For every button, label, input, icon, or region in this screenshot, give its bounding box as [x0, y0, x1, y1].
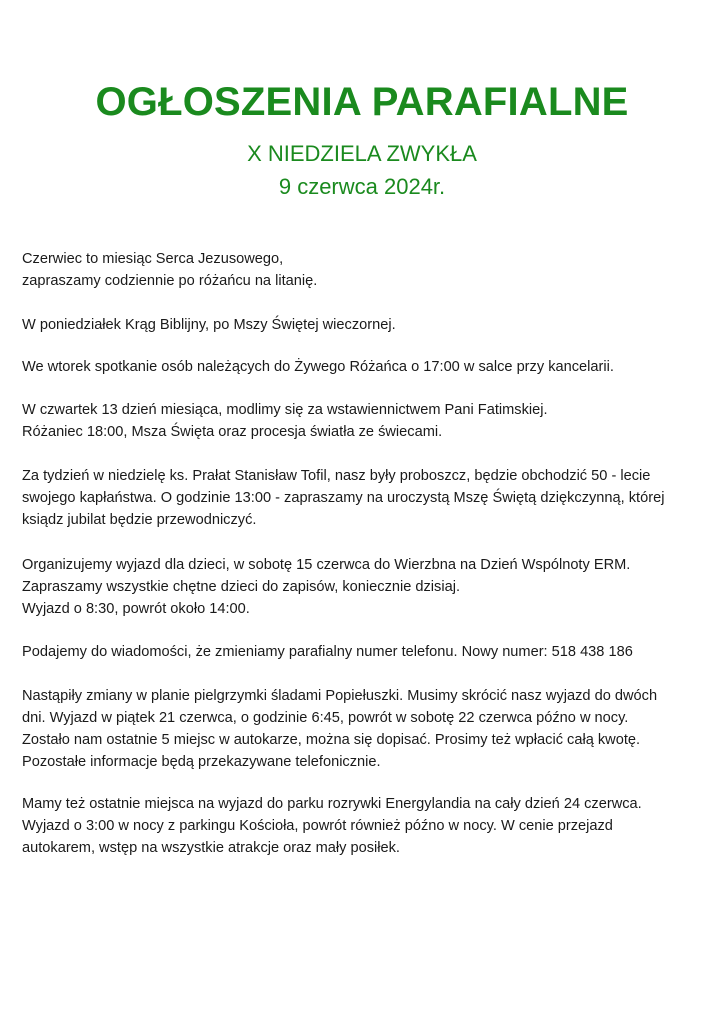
text-line: W poniedziałek Krąg Biblijny, po Mszy Świętej wieczornej.	[22, 317, 396, 333]
text-line: autokarem, wstęp na wszystkie atrakcje oraz mały posiłek.	[22, 840, 400, 856]
text-line: Różaniec 18:00, Msza Święta oraz procesja światła ze świecami.	[22, 424, 443, 440]
announcement-paragraph	[22, 248, 706, 292]
text-line: Wyjazd o 3:00 w nocy z parkingu Kościoła, powrót również późno w nocy. W cenie przejazd	[22, 818, 613, 834]
text-line: Za tydzień w niedzielę ks. Prałat Stanisław Tofil, nasz były proboszcz, będzie obchodzić 50 - lecie	[22, 468, 651, 484]
sunday-name: X NIEDZIELA ZWYKŁA	[247, 141, 477, 166]
text-line: swojego kapłaństwa. O godzinie 13:00 - zapraszamy na uroczystą Mszę Świętą dziękczynną, której	[22, 490, 665, 506]
announcement-paragraph	[22, 793, 706, 859]
text-line: zapraszamy codziennie po różańcu na litanię.	[22, 273, 318, 289]
text-line: Nastąpiły zmiany w planie pielgrzymki śladami Popiełuszki. Musimy skrócić nasz wyjazd do dwóch	[22, 688, 658, 704]
announcement-paragraph	[22, 314, 706, 336]
text-line: W czwartek 13 dzień miesiąca, modlimy się za wstawiennictwem Pani Fatimskiej.	[22, 402, 548, 418]
page-title: OGŁOSZENIA PARAFIALNE	[95, 80, 629, 124]
text-line: Pozostałe informacje będą przekazywane telefonicznie.	[22, 754, 381, 770]
announcement-paragraph	[22, 554, 706, 620]
announcement-paragraph	[22, 465, 706, 531]
text-line: ksiądz jubilat będzie przewodniczyć.	[22, 512, 257, 528]
announcement-paragraph	[22, 356, 706, 378]
announcement-date: 9 czerwca 2024r.	[278, 174, 446, 199]
text-line: We wtorek spotkanie osób należących do Żywego Różańca o 17:00 w salce przy kancelarii.	[22, 359, 614, 375]
announcement-paragraph	[22, 641, 706, 663]
text-line: Organizujemy wyjazd dla dzieci, w sobotę 15 czerwca do Wierzbna na Dzień Wspólnoty ERM.	[22, 557, 631, 573]
text-line: Zostało nam ostatnie 5 miejsc w autokarze, można się dopisać. Prosimy też wpłacić całą kwotę.	[22, 732, 641, 748]
text-line: Podajemy do wiadomości, że zmieniamy parafialny numer telefonu. Nowy numer: 518 438 186	[22, 644, 633, 660]
text-line: Wyjazd o 8:30, powrót około 14:00.	[22, 601, 250, 617]
text-line: Mamy też ostatnie miejsca na wyjazd do parku rozrywki Energylandia na cały dzień 24 czerwca.	[22, 796, 642, 812]
text-line: dni. Wyjazd w piątek 21 czerwca, o godzinie 6:45, powrót w sobotę 22 czerwca późno w nocy.	[22, 710, 629, 726]
announcement-paragraph	[22, 399, 706, 443]
announcement-paragraph	[22, 685, 706, 773]
text-line: Czerwiec to miesiąc Serca Jezusowego,	[22, 251, 284, 267]
text-line: Zapraszamy wszystkie chętne dzieci do zapisów, koniecznie dzisiaj.	[22, 579, 461, 595]
